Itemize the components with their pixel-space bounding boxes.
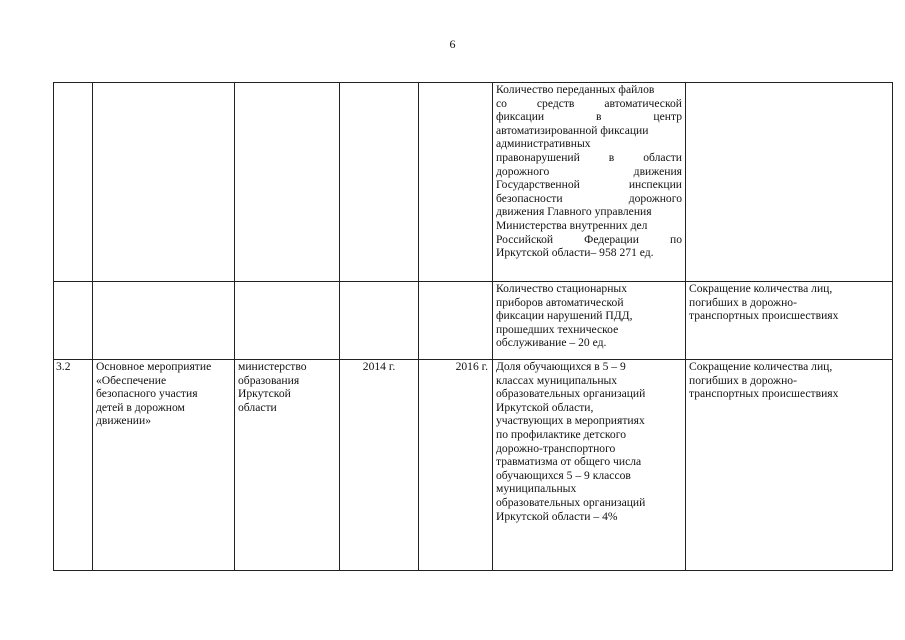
indicator-line: образовательных организаций	[496, 495, 646, 509]
executor-line: министерство	[238, 360, 307, 373]
cell-start-year	[340, 83, 419, 282]
indicator-line: обслуживание – 20 ед.	[496, 336, 607, 350]
indicator-line: обучающихся 5 – 9 классов	[496, 468, 631, 482]
cell-indicator	[493, 282, 686, 360]
activity-name-line: «Обеспечение	[96, 373, 167, 387]
indicator-line: дорожно-транспортного	[496, 441, 616, 455]
indicator-line: по профилактике детского	[496, 427, 626, 441]
cell-end-year	[419, 282, 493, 360]
executor-line: Иркутской	[238, 387, 291, 401]
indicator-line: муниципальных	[496, 482, 577, 496]
cell-executor	[235, 282, 340, 360]
table-row	[54, 83, 893, 282]
indicator-line: движения Главного управления	[496, 205, 652, 219]
cell-expected-result	[686, 83, 893, 282]
cell-start-year: 2014 г.	[340, 360, 419, 571]
activity-name-line: Основное мероприятие	[96, 360, 212, 373]
indicator-line: Иркутской области – 4%	[496, 509, 618, 523]
indicator-line: приборов автоматической	[496, 295, 624, 309]
indicator-line: прошедших техническое	[496, 322, 619, 336]
cell-executor	[235, 83, 340, 282]
cell-executor	[235, 360, 340, 571]
cell-number	[54, 282, 93, 360]
program-activities-table	[53, 82, 893, 571]
cell-activity-name	[93, 282, 235, 360]
indicator-line: Количество стационарных	[496, 282, 628, 295]
indicator-line: административных	[496, 137, 591, 151]
indicator-line: со средств автоматической	[496, 96, 682, 110]
indicator-line: Министерства внутренних дел	[496, 218, 648, 232]
indicator-line: Российской Федерации по	[496, 232, 682, 246]
result-line: Сокращение количества лиц,	[689, 282, 833, 295]
indicator-line: безопасности дорожного	[496, 191, 682, 205]
cell-expected-result	[686, 282, 893, 360]
result-line: транспортных происшествиях	[689, 387, 839, 401]
page-number: 6	[449, 37, 456, 51]
result-line: погибших в дорожно-	[689, 373, 797, 387]
indicator-line: фиксации в центр	[496, 110, 682, 124]
executor-line: образования	[238, 373, 300, 387]
result-line: Сокращение количества лиц,	[689, 360, 833, 373]
table-row	[54, 360, 893, 571]
indicator-line: Иркутской области– 958 271 ед.	[496, 246, 654, 260]
executor-line: области	[238, 400, 277, 414]
cell-expected-result	[686, 360, 893, 571]
indicator-line: участвующих в мероприятиях	[496, 414, 645, 428]
activity-name-line: движении»	[96, 414, 151, 428]
indicator-text-transferred-files	[496, 83, 682, 260]
activity-name-line: детей в дорожном	[96, 400, 185, 414]
indicator-line: Иркутской области,	[496, 400, 594, 414]
cell-activity-name	[93, 360, 235, 571]
indicator-line: классах муниципальных	[496, 373, 618, 387]
indicator-line: Количество переданных файлов	[496, 83, 655, 96]
indicator-line: дорожного движения	[496, 164, 682, 178]
indicator-line: фиксации нарушений ПДД,	[496, 309, 633, 323]
cell-number	[54, 83, 93, 282]
cell-start-year	[340, 282, 419, 360]
cell-indicator	[493, 360, 686, 571]
indicator-line: травматизма от общего числа	[496, 455, 642, 469]
cell-end-year	[419, 83, 493, 282]
table-row	[54, 282, 893, 360]
indicator-line: Государственной инспекции	[496, 178, 682, 192]
cell-number: 3.2	[54, 360, 93, 571]
result-line: погибших в дорожно-	[689, 295, 797, 309]
indicator-line: образовательных организаций	[496, 387, 646, 401]
cell-end-year: 2016 г.	[419, 360, 493, 571]
cell-indicator	[493, 83, 686, 282]
indicator-line: правонарушений в области	[496, 150, 682, 164]
activity-name-line: безопасного участия	[96, 387, 198, 401]
cell-activity-name	[93, 83, 235, 282]
result-line: транспортных происшествиях	[689, 309, 839, 323]
indicator-line: автоматизированной фиксации	[496, 123, 649, 137]
indicator-line: Доля обучающихся в 5 – 9	[496, 360, 626, 373]
